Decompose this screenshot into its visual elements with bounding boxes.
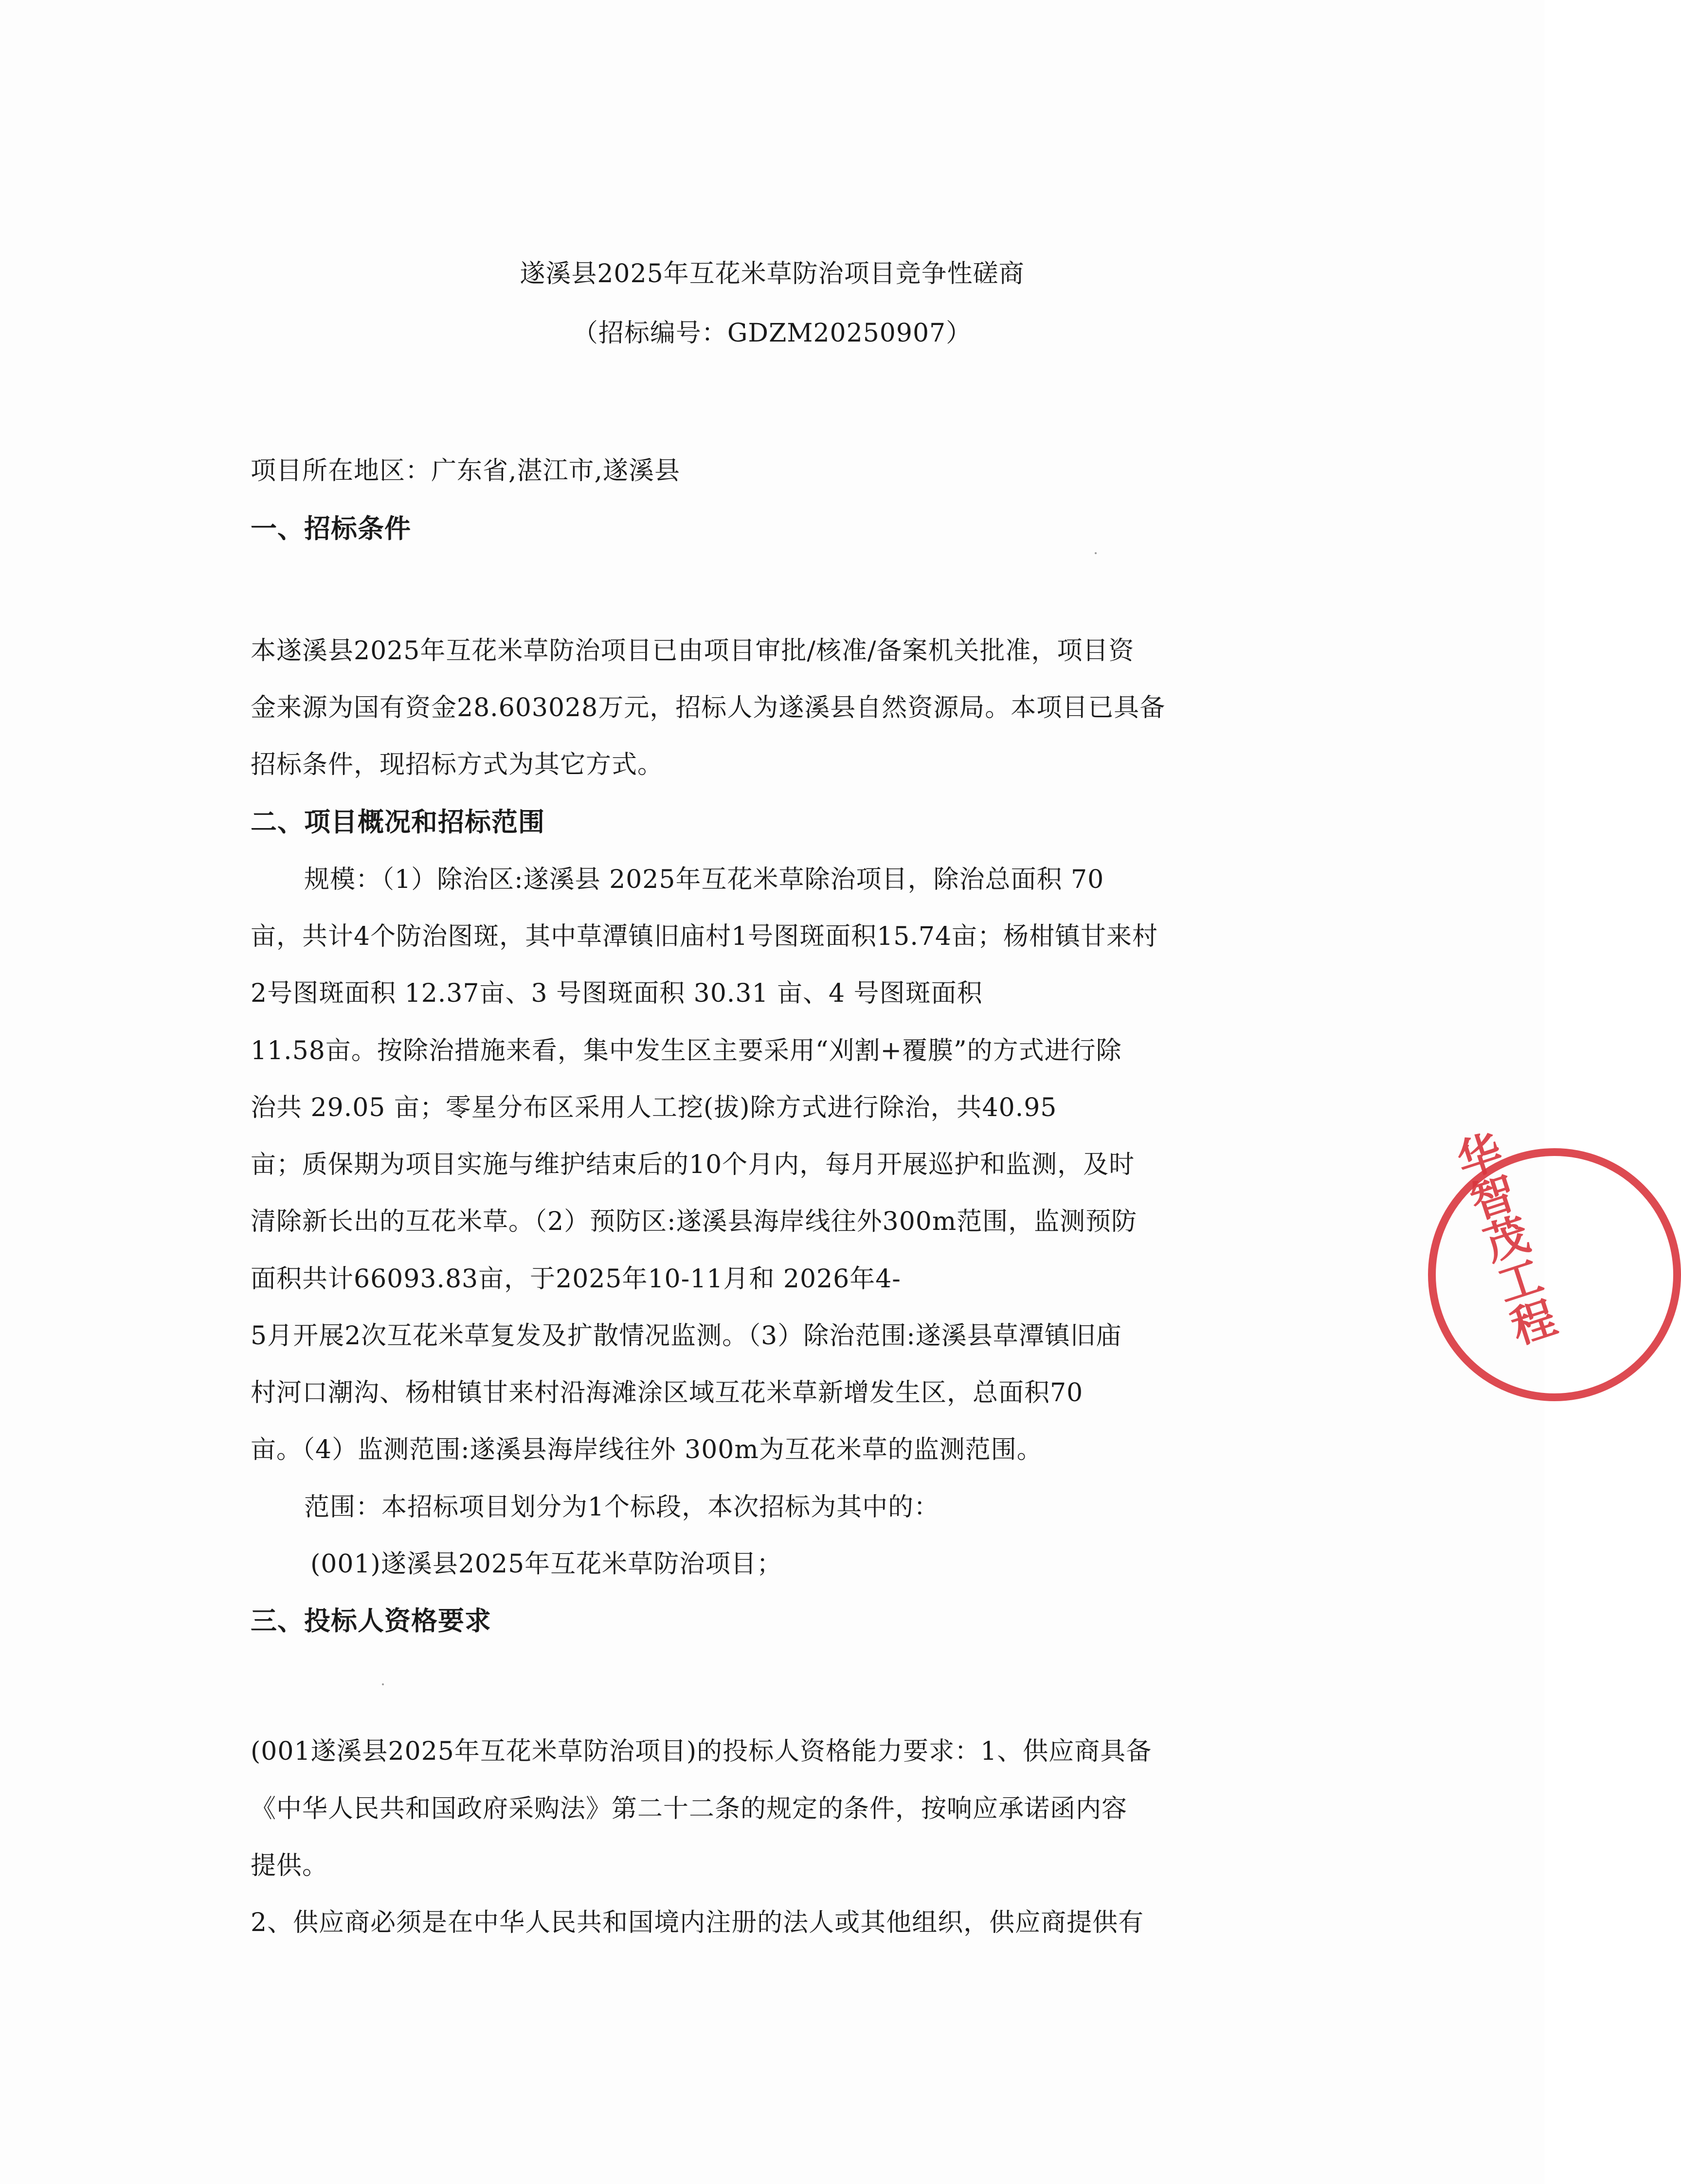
paragraph-line: (001遂溪县2025年互花米草防治项目)的投标人资格能力要求：1、供应商具备: [251, 1737, 1152, 1766]
paragraph-line: 亩，共计4个防治图斑，其中草潭镇旧庙村1号图斑面积15.74亩；杨柑镇甘来村: [251, 922, 1158, 951]
paragraph-line: 《中华人民共和国政府采购法》第二十二条的规定的条件，按响应承诺函内容: [251, 1794, 1128, 1823]
paragraph-line: 亩；质保期为项目实施与维护结束后的10个月内，每月开展巡护和监测，及时: [251, 1150, 1135, 1179]
paragraph-line: 村河口潮沟、杨柑镇甘来村沿海滩涂区域互花米草新增发生区，总面积70: [251, 1378, 1084, 1408]
paragraph-line: 规模：（1）除治区:遂溪县 2025年互花米草除治项目，除治总面积 70: [304, 865, 1104, 894]
document-title: 遂溪县2025年互花米草防治项目竞争性磋商: [520, 259, 1025, 289]
scan-speck: [382, 1683, 384, 1685]
paragraph-line: 清除新长出的互花米草。（2）预防区:遂溪县海岸线往外300m范围，监测预防: [251, 1207, 1138, 1236]
project-region: 项目所在地区：广东省,湛江市,遂溪县: [251, 456, 681, 486]
lot-line: (001)遂溪县2025年互花米草防治项目；: [310, 1550, 783, 1579]
section-heading-2: 二、项目概况和招标范围: [251, 807, 545, 837]
paragraph-line: 本遂溪县2025年互花米草防治项目已由项目审批/核准/备案机关批准，项目资: [251, 636, 1135, 666]
section-heading-1: 一、招标条件: [251, 513, 411, 544]
section-heading-3: 三、投标人资格要求: [251, 1606, 491, 1636]
paragraph-line: 面积共计66093.83亩，于2025年10-11月和 2026年4-: [251, 1264, 901, 1294]
tender-number: （招标编号：GDZM20250907）: [572, 319, 972, 348]
paragraph-line: 金来源为国有资金28.603028万元，招标人为遂溪县自然资源局。本项目已具备: [251, 693, 1166, 722]
scope-line: 范围：本招标项目划分为1个标段，本次招标为其中的：: [304, 1493, 940, 1522]
paragraph-line: 2号图斑面积 12.37亩、3 号图斑面积 30.31 亩、4 号图斑面积: [251, 979, 983, 1008]
paragraph-line: 提供。: [251, 1851, 328, 1880]
paragraph-line: 2、供应商必须是在中华人民共和国境内注册的法人或其他组织，供应商提供有: [251, 1908, 1144, 1937]
paragraph-line: 5月开展2次互花米草复发及扩散情况监测。（3）除治范围:遂溪县草潭镇旧庙: [251, 1321, 1122, 1351]
paragraph-line: 治共 29.05 亩；零星分布区采用人工挖(拔)除方式进行除治，共40.95: [251, 1093, 1057, 1122]
paragraph-line: 亩。（4）监测范围:遂溪县海岸线往外 300m为互花米草的监测范围。: [251, 1435, 1043, 1464]
company-seal-text: 华智茂工程: [1444, 1127, 1561, 1352]
paragraph-line: 11.58亩。按除治措施来看，集中发生区主要采用“刈割+覆膜”的方式进行除: [251, 1036, 1122, 1065]
paragraph-line: 招标条件，现招标方式为其它方式。: [251, 750, 664, 779]
scan-speck: [1095, 552, 1097, 554]
